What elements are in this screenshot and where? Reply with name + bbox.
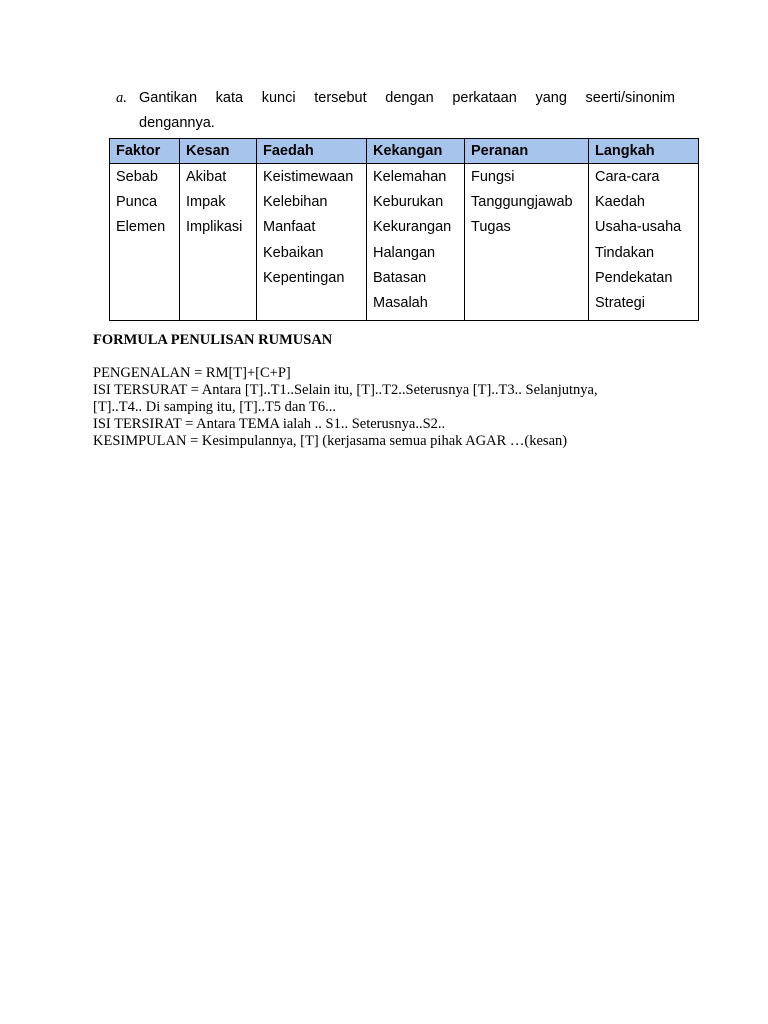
synonym-item: Kelemahan <box>373 169 447 185</box>
synonym-item: Pendekatan <box>595 269 673 286</box>
synonym-table <box>109 138 699 321</box>
synonym-item: Batasan <box>373 269 427 286</box>
header-peranan: Peranan <box>465 139 589 164</box>
synonym-item: Cara-cara <box>595 169 660 185</box>
synonym-item: Keburukan <box>373 194 444 211</box>
synonym-item: Tugas <box>471 219 511 236</box>
synonym-item: Kebaikan <box>263 244 324 261</box>
synonym-item: Akibat <box>186 169 227 185</box>
header-kesan: Kesan <box>180 139 257 164</box>
synonym-item: Tanggungjawab <box>471 194 573 211</box>
formula-line-kesimpulan: KESIMPULAN = Kesimpulannya, [T] (kerjasama semua pihak AGAR …(kesan) <box>93 433 568 449</box>
header-langkah: Langkah <box>589 139 699 164</box>
synonym-item: Implikasi <box>186 219 243 236</box>
synonym-item: Fungsi <box>471 169 515 185</box>
synonym-item: Strategi <box>595 295 645 312</box>
formula-line-isi-tersurat-cont: [T]..T4.. Di samping itu, [T]..T5 dan T6... <box>93 399 336 415</box>
synonym-cell-faedah <box>257 164 367 321</box>
synonym-item: Kekurangan <box>373 219 452 236</box>
table-row <box>110 164 699 321</box>
synonym-item: Elemen <box>116 219 166 236</box>
header-faktor: Faktor <box>110 139 180 164</box>
instruction-marker: a. <box>116 90 127 106</box>
synonym-item: Sebab <box>116 169 158 185</box>
table-header-row <box>110 139 699 164</box>
synonym-cell-kesan <box>180 164 257 321</box>
header-faedah: Faedah <box>257 139 367 164</box>
instruction-line-1: Gantikan kata kunci tersebut dengan perkataan yang seerti/sinonim <box>139 90 675 106</box>
header-kekangan: Kekangan <box>367 139 465 164</box>
synonym-item: Masalah <box>373 295 428 312</box>
formula-section <box>93 332 693 450</box>
synonym-item: Kelebihan <box>263 194 328 211</box>
synonym-cell-peranan <box>465 164 589 321</box>
formula-line-isi-tersurat: ISI TERSURAT = Antara [T]..T1..Selain itu, [T]..T2..Seterusnya [T]..T3.. Selanjutnya, <box>93 382 598 398</box>
synonym-item: Tindakan <box>595 244 655 261</box>
synonym-item: Punca <box>116 194 158 211</box>
formula-title: FORMULA PENULISAN RUMUSAN <box>93 332 333 348</box>
synonym-item: Impak <box>186 194 226 211</box>
synonym-cell-langkah <box>589 164 699 321</box>
formula-line-pengenalan: PENGENALAN = RM[T]+[C+P] <box>93 365 291 381</box>
instruction-line-2: dengannya. <box>139 115 215 131</box>
synonym-cell-kekangan <box>367 164 465 321</box>
synonym-item: Keistimewaan <box>263 169 354 185</box>
instruction <box>116 86 675 136</box>
synonym-item: Kepentingan <box>263 269 345 286</box>
synonym-item: Kaedah <box>595 194 645 211</box>
formula-line-isi-tersirat: ISI TERSIRAT = Antara TEMA ialah .. S1.. Seterusnya..S2.. <box>93 416 446 432</box>
synonym-item: Halangan <box>373 244 436 261</box>
synonym-item: Usaha-usaha <box>595 219 682 236</box>
synonym-item: Manfaat <box>263 219 316 236</box>
synonym-cell-faktor <box>110 164 180 321</box>
